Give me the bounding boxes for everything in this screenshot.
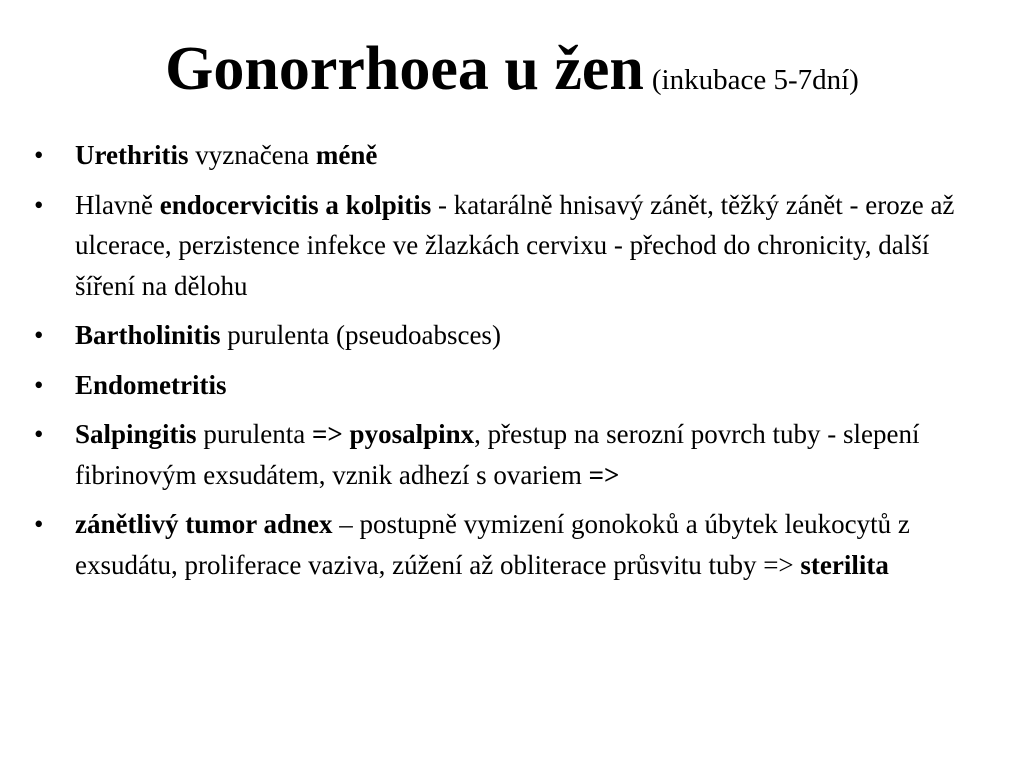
bullet-dot-icon: • [34, 320, 44, 350]
title-main-text: Gonorrhoea u žen [165, 35, 644, 103]
bullet-dot-icon: • [34, 419, 44, 449]
bullet-bold-text: Salpingitis [75, 419, 197, 449]
bullet-bold-text: zánětlivý tumor adnex [75, 509, 333, 539]
bullet-item [34, 504, 994, 585]
bullet-bold-text: => pyosalpinx [312, 419, 475, 449]
bullet-bold-text: Urethritis [75, 140, 189, 170]
bullet-text: purulenta [196, 419, 313, 449]
bullet-bold-text: => [588, 459, 620, 490]
bullet-text: – postupně vymizení gonokoků a úbytek leukocytů z exsudátu, proliferace vaziva, zúžení až obliterace průsvitu tuby => [75, 509, 910, 580]
bullet-bold-text: Endometritis [75, 369, 227, 400]
bullet-text: purulenta (pseudoabsces) [220, 320, 501, 350]
bullet-item [34, 414, 994, 495]
bullet-item [34, 185, 994, 307]
bullet-dot-icon: • [34, 509, 44, 539]
bullet-bold-text: sterilita [800, 549, 889, 580]
bullet-bold-text: Bartholinitis [75, 320, 221, 350]
bullet-text: - katarálně hnisavý zánět, těžký zánět - eroze až ulcerace, perzistence infekce ve žlazkách cervixu - přechod do chronicity, další šíření na dělohu [75, 189, 955, 301]
bullet-bold-text: méně [315, 140, 378, 170]
bullet-item [34, 365, 994, 406]
title-subtitle-text: (inkubace 5-7dní) [651, 64, 859, 96]
bullet-dot-icon: • [34, 369, 44, 400]
bullet-dot-icon: • [34, 140, 44, 170]
bullet-list [34, 135, 994, 594]
bullet-dot-icon: • [34, 189, 44, 220]
bullet-bold-text: endocervicitis a kolpitis [159, 189, 432, 220]
bullet-item [34, 135, 994, 176]
slide-title [0, 35, 1024, 103]
bullet-text: vyznačena [188, 140, 316, 170]
bullet-item [34, 315, 994, 356]
bullet-text: Hlavně [75, 189, 160, 220]
bullet-text: , přestup na serozní povrch tuby - slepení fibrinovým exsudátem, vznik adhezí s ovariem [75, 419, 920, 490]
